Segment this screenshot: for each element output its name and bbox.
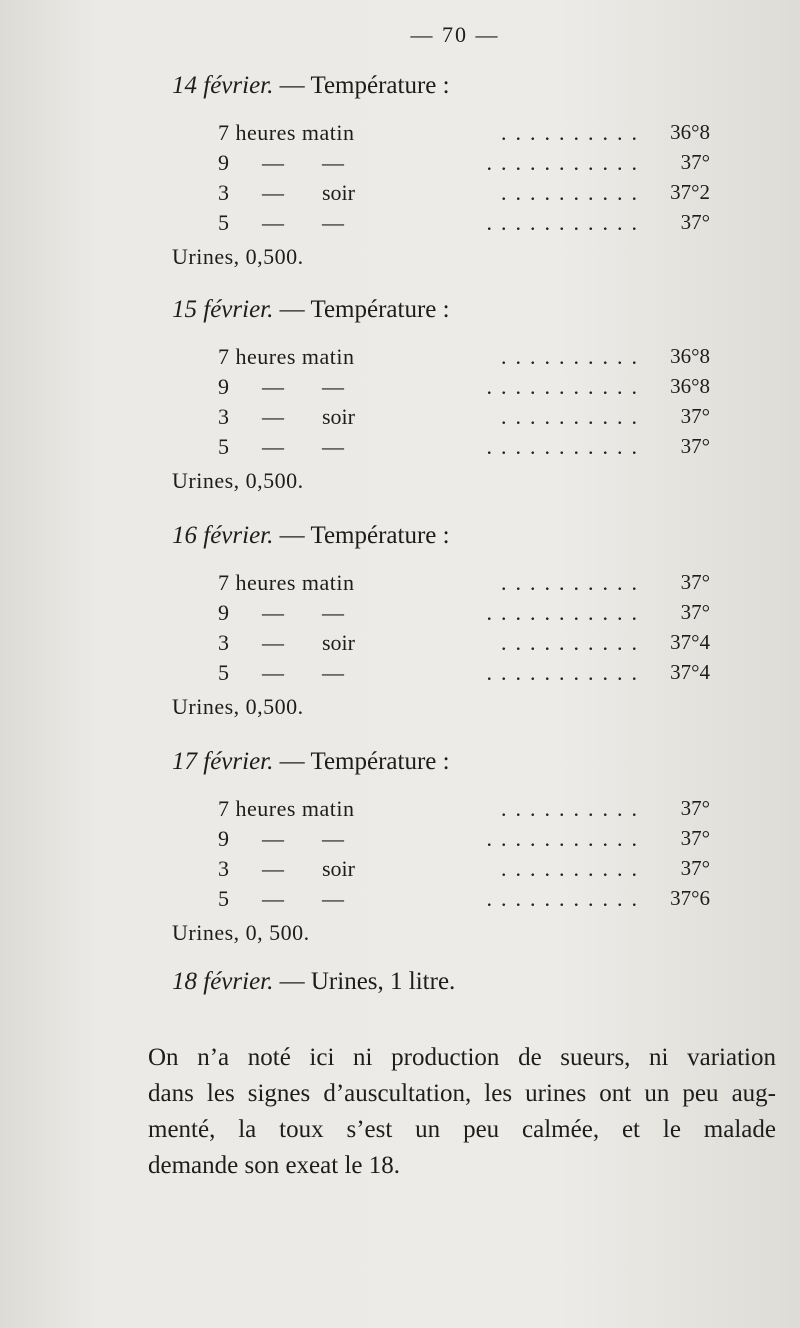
- hour: 9: [218, 374, 229, 399]
- hour: 9: [218, 150, 229, 175]
- ditto-dash: —: [262, 630, 284, 655]
- day-date: 14 février.: [172, 72, 274, 99]
- leader-dots: ...........: [486, 210, 646, 235]
- hour: 3: [218, 180, 229, 205]
- period: —: [322, 600, 344, 625]
- temperature-row: [218, 570, 710, 600]
- day-heading: [172, 522, 450, 550]
- leader-dots: ..........: [501, 120, 646, 145]
- leader-dots: ...........: [486, 600, 646, 625]
- paragraph-line: demande son exeat le 18.: [148, 1152, 400, 1179]
- hour: 5: [218, 210, 229, 235]
- ditto-dash: —: [262, 886, 284, 911]
- temperature-row: [218, 796, 710, 826]
- temperature-value: 37°: [680, 856, 710, 880]
- day-heading: [172, 748, 450, 776]
- leader-dots: ...........: [486, 660, 646, 685]
- temperature-row: [218, 826, 710, 856]
- period: soir: [322, 180, 355, 205]
- heading-separator: —: [273, 522, 311, 549]
- hour: 3: [218, 404, 229, 429]
- ditto-dash: —: [262, 660, 284, 685]
- hour: 5: [218, 886, 229, 911]
- urines-note: Urines, 0,500.: [172, 468, 304, 493]
- temperature-value: 37°2: [670, 180, 710, 204]
- leader-dots: ..........: [501, 344, 646, 369]
- day-date: 15 février.: [172, 296, 274, 323]
- ditto-dash: —: [262, 404, 284, 429]
- final-note: [172, 968, 455, 996]
- ditto-dash: —: [262, 374, 284, 399]
- temperature-row: [218, 180, 710, 210]
- temperature-row: [218, 404, 710, 434]
- temperature-row: [218, 374, 710, 404]
- leader-dots: ...........: [486, 374, 646, 399]
- temperature-value: 37°: [680, 570, 710, 594]
- ditto-dash: —: [262, 600, 284, 625]
- temperature-value: 37°: [680, 434, 710, 458]
- period: soir: [322, 404, 355, 429]
- temperature-row: [218, 600, 710, 630]
- ditto-dash: —: [262, 826, 284, 851]
- final-note-date: 18 février.: [172, 968, 274, 995]
- ditto-dash: —: [262, 150, 284, 175]
- hour: 3: [218, 856, 229, 881]
- leader-dots: ..........: [501, 180, 646, 205]
- temperature-row: [218, 660, 710, 690]
- hour: 5: [218, 434, 229, 459]
- day-label: Température :: [310, 522, 450, 549]
- leader-dots: ...........: [486, 826, 646, 851]
- temperature-row: [218, 434, 710, 464]
- temperature-value: 36°8: [670, 374, 710, 398]
- temperature-row: [218, 856, 710, 886]
- leader-dots: ..........: [501, 630, 646, 655]
- leader-dots: ...........: [486, 150, 646, 175]
- temperature-value: 37°: [680, 600, 710, 624]
- heading-separator: —: [273, 296, 311, 323]
- period: —: [322, 210, 344, 235]
- day-label: Température :: [310, 748, 450, 775]
- temperature-value: 37°: [680, 150, 710, 174]
- heading-separator: —: [273, 748, 311, 775]
- day-heading: [172, 296, 450, 324]
- period: —: [322, 660, 344, 685]
- temperature-value: 36°8: [670, 344, 710, 368]
- leader-dots: ...........: [486, 434, 646, 459]
- period: soir: [322, 856, 355, 881]
- leader-dots: ..........: [501, 856, 646, 881]
- hour: 9: [218, 600, 229, 625]
- heading-separator: —: [273, 968, 311, 995]
- period: —: [322, 826, 344, 851]
- temperature-row: [218, 886, 710, 916]
- temperature-row: [218, 150, 710, 180]
- ditto-dash: —: [262, 210, 284, 235]
- ditto-dash: —: [262, 856, 284, 881]
- period: —: [322, 150, 344, 175]
- day-date: 17 février.: [172, 748, 274, 775]
- time-label: 7 heures matin: [218, 570, 355, 595]
- day-heading: [172, 72, 450, 100]
- urines-note: Urines, 0, 500.: [172, 920, 310, 945]
- time-label: 7 heures matin: [218, 120, 355, 145]
- temperature-value: 37°: [680, 404, 710, 428]
- temperature-row: [218, 344, 710, 374]
- temperature-row: [218, 120, 710, 150]
- leader-dots: ..........: [501, 404, 646, 429]
- urines-note: Urines, 0,500.: [172, 244, 304, 269]
- period: —: [322, 434, 344, 459]
- leader-dots: ...........: [486, 886, 646, 911]
- ditto-dash: —: [262, 434, 284, 459]
- ditto-dash: —: [262, 180, 284, 205]
- temperature-value: 36°8: [670, 120, 710, 144]
- hour: 3: [218, 630, 229, 655]
- period: —: [322, 374, 344, 399]
- closing-paragraph: [148, 1040, 776, 1184]
- day-label: Température :: [310, 72, 450, 99]
- final-note-text: Urines, 1 litre.: [310, 968, 456, 995]
- temperature-value: 37°: [680, 796, 710, 820]
- leader-dots: ..........: [501, 570, 646, 595]
- day-label: Température :: [310, 296, 450, 323]
- temperature-row: [218, 210, 710, 240]
- paragraph-line: menté, la toux s’est un peu calmée, et le malade: [148, 1116, 776, 1143]
- temperature-value: 37°4: [670, 630, 710, 654]
- time-label: 7 heures matin: [218, 344, 355, 369]
- temperature-value: 37°4: [670, 660, 710, 684]
- time-label: 7 heures matin: [218, 796, 355, 821]
- temperature-value: 37°: [680, 826, 710, 850]
- temperature-value: 37°6: [670, 886, 710, 910]
- period: —: [322, 886, 344, 911]
- temperature-row: [218, 630, 710, 660]
- day-date: 16 février.: [172, 522, 274, 549]
- page-number: — 70 —: [410, 22, 500, 47]
- hour: 9: [218, 826, 229, 851]
- period: soir: [322, 630, 355, 655]
- paragraph-line: On n’a noté ici ni production de sueurs, ni variation: [148, 1044, 776, 1071]
- leader-dots: ..........: [501, 796, 646, 821]
- hour: 5: [218, 660, 229, 685]
- heading-separator: —: [273, 72, 311, 99]
- paragraph-line: dans les signes d’auscultation, les urines ont un peu aug-: [148, 1080, 776, 1107]
- urines-note: Urines, 0,500.: [172, 694, 304, 719]
- temperature-value: 37°: [680, 210, 710, 234]
